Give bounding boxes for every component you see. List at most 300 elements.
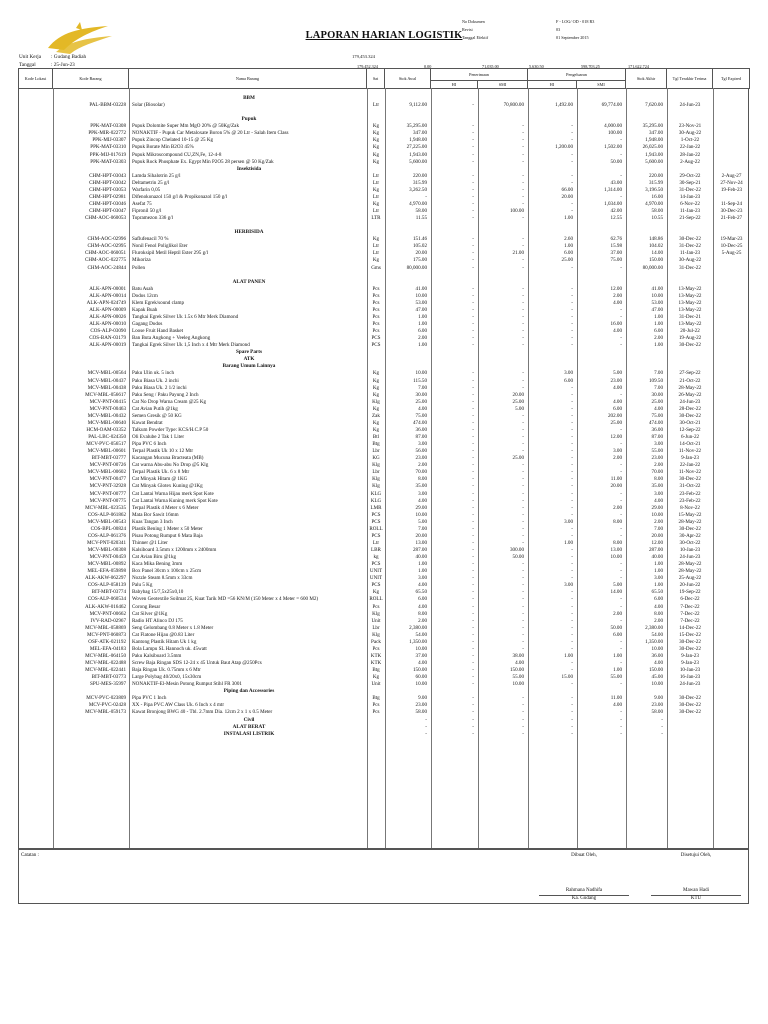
cell-awal: 2,380.00	[409, 624, 427, 631]
cell-akhir: 23.00	[651, 702, 663, 709]
table-row	[19, 194, 750, 201]
table-row	[19, 561, 750, 568]
cell-sat: Lbr	[372, 469, 380, 476]
cell-phi: -	[472, 405, 474, 412]
cell-psmi: -	[522, 645, 524, 652]
cell-name: Cat Avian Biru @1kg	[132, 554, 177, 561]
cell-last: 6-Nov-22	[680, 200, 700, 207]
cell-phi: -	[472, 137, 474, 144]
cell-ohi: 1,492.00	[555, 102, 573, 109]
cell-sat: Kg	[372, 384, 380, 391]
cell-akhir: 55.00	[651, 448, 663, 455]
cell-exp	[713, 413, 750, 420]
header-pengeluaran-smi: SMI	[577, 81, 626, 89]
cell-code: MCV-PNT-00726	[89, 462, 126, 469]
cell-ohi: 1,200.00	[555, 144, 573, 151]
cell-sat: UNIT	[369, 568, 383, 575]
cell-exp	[713, 632, 750, 639]
cell-ohi: -	[571, 554, 573, 561]
cell-ohi: 3.00	[564, 518, 573, 525]
cell-name: Semen Gresik @ 50 KG	[132, 412, 182, 419]
section-header-row	[19, 229, 750, 236]
cell-name: Deltametrin 25 g/l	[132, 179, 170, 186]
cell-psmi: -	[522, 193, 524, 200]
section-header-row: ALAT BERAT - - - - - -	[19, 724, 750, 731]
cell-code: MCV-MBL-064150	[85, 652, 126, 659]
cell-code: MCV-MBL-00601	[87, 448, 126, 455]
cell-phi: -	[472, 652, 474, 659]
cell-akhir: 58.00	[651, 709, 663, 716]
cell-name: Batu Asah	[132, 285, 154, 292]
cell-last: 13-May-22	[678, 292, 702, 299]
table-row	[19, 681, 750, 688]
cell-awal: 4.00	[418, 660, 427, 666]
cell-osmi: 14.00	[610, 589, 622, 596]
cell-awal: 3.00	[418, 575, 427, 582]
unit-value: : Gudang Badiah	[51, 54, 87, 60]
cell-osmi: -	[620, 681, 622, 688]
cell-last: 23-Feb-22	[679, 497, 701, 504]
cell-last: 11-Jan-23	[679, 208, 701, 215]
cell-last: 30-Dec-22	[679, 709, 701, 716]
cell-phi: -	[472, 525, 474, 532]
cell-ohi: -	[571, 441, 573, 448]
header-stok-akhir: Stok Akhir	[626, 69, 667, 89]
cell-exp	[713, 152, 750, 159]
cell-osmi: 4,000.00	[604, 123, 622, 130]
cell-phi: -	[472, 172, 474, 179]
cell-akhir: 2.00	[654, 518, 663, 525]
section-title: Pupuk	[241, 116, 257, 123]
cell-osmi: 100.00	[607, 130, 622, 137]
cell-awal: 37.00	[415, 652, 427, 659]
cell-name: Bola Lampu SL Hannoch uk. 45watt	[132, 645, 207, 652]
cell-ohi: -	[571, 398, 573, 405]
cell-exp	[713, 575, 750, 582]
cell-psmi: 21.00	[512, 250, 524, 257]
cell-awal: 27,225.00	[406, 144, 427, 151]
cell-ohi: 6.00	[564, 250, 573, 257]
cell-last: 28-May-22	[678, 518, 702, 525]
doc-number-value: F - LOG/ OD - 018 R3	[556, 19, 595, 24]
cell-sat: Pcs	[372, 285, 380, 292]
cell-sat: Kg	[372, 370, 380, 377]
cell-exp	[713, 526, 750, 533]
cell-code: CHM-AOC-24844	[87, 264, 126, 271]
cell-phi: -	[472, 681, 474, 688]
cell-osmi: 43.00	[610, 179, 622, 186]
date-value: : 25-Jun-23	[51, 62, 75, 68]
cell-phi: -	[472, 285, 474, 292]
cell-code: CHM-AOC-060053	[84, 215, 126, 222]
cell-psmi: -	[522, 137, 524, 144]
cell-akhir: 70.00	[651, 469, 663, 476]
header-penerimaan-hi: HI	[431, 81, 478, 89]
table-row	[19, 582, 750, 589]
cell-exp	[713, 144, 750, 151]
cell-psmi: 150.00	[509, 667, 524, 674]
cell-name: Pisau Potong Rumput 6 Mata Baja	[132, 532, 203, 539]
cell-phi: -	[472, 377, 474, 384]
cell-name: Cat Silver @1Kg	[132, 610, 168, 617]
cell-phi: -	[472, 321, 474, 327]
cell-psmi: -	[522, 172, 524, 179]
table-row	[19, 476, 750, 483]
cell-awal: 29.00	[415, 504, 427, 511]
cell-sat: PCS	[371, 342, 381, 349]
cell-akhir: 109.50	[648, 377, 663, 384]
cell-name: Radio HT Alinco DJ 175	[132, 617, 183, 624]
cell-osmi: -	[620, 532, 622, 539]
table-row	[19, 173, 750, 180]
cell-phi: -	[472, 561, 474, 568]
cell-name: Thinner @1 Liter	[132, 539, 168, 546]
cell-name: Corong Besar	[132, 603, 161, 610]
cell-name: Box Panel 30cm x 100cm x 25cm	[132, 568, 202, 575]
cell-exp	[713, 469, 750, 476]
cell-last: 29-Oct-22	[679, 172, 701, 179]
cell-psmi: -	[522, 497, 524, 504]
cell-name: Palu 5 Kg	[132, 582, 153, 589]
cell-exp	[713, 293, 750, 300]
cell-psmi: 20.00	[512, 391, 524, 398]
cell-phi: -	[472, 547, 474, 553]
table-row	[19, 187, 750, 194]
cell-last: 14-Oct-21	[679, 441, 701, 448]
cell-last: 14-Jan-23	[679, 193, 701, 200]
table-row	[19, 547, 750, 554]
cell-osmi: 12.00	[610, 434, 622, 440]
cell-name: Screw Baja Ringan SDS 12-24 x 45 Untuk Baut Atap @250Pcs	[132, 660, 262, 666]
cell-sat: ROLL	[369, 596, 383, 603]
cell-akhir: 45.00	[651, 674, 663, 681]
cell-awal: 115.50	[413, 377, 427, 384]
cell-awal: 8.00	[418, 610, 427, 617]
cell-code: COS-BAN-03179	[89, 335, 126, 342]
cell-phi: -	[472, 370, 474, 377]
cell-code: MCV-MBL-00602	[87, 469, 126, 476]
cell-code: MCV-MBL-058869	[85, 624, 126, 631]
cell-code: MCV-MBL-022441	[85, 667, 126, 674]
effective-date-label: Tanggal Efektif	[462, 34, 489, 40]
cell-code: CHM-AOC-02995	[87, 243, 126, 250]
cell-exp	[713, 427, 750, 434]
cell-code: ALK-APN-00014	[89, 292, 126, 299]
table-row	[19, 632, 750, 639]
cell-phi: -	[472, 426, 474, 433]
cell-psmi: -	[522, 490, 524, 497]
cell-code: PPK-MIJ-03307	[92, 137, 126, 144]
cell-akhir: 6.00	[654, 596, 663, 603]
cell-code: MCV-MBL-00438	[87, 384, 126, 391]
cell-akhir: 150.00	[648, 667, 663, 674]
cell-osmi: 5.00	[613, 370, 622, 377]
cell-psmi: -	[522, 186, 524, 193]
cell-phi: -	[472, 179, 474, 186]
cell-phi: -	[472, 313, 474, 320]
cell-osmi: -	[620, 172, 622, 179]
cell-awal: 7.00	[418, 384, 427, 391]
cell-akhir: 26,025.00	[642, 144, 663, 151]
cell-exp	[713, 123, 750, 130]
cell-phi: -	[472, 568, 474, 575]
cell-sat: Btl	[372, 434, 380, 440]
cell-ohi: -	[571, 208, 573, 215]
cell-exp	[713, 392, 750, 399]
cell-ohi: -	[571, 645, 573, 652]
cell-exp	[713, 512, 750, 519]
cell-psmi: -	[522, 695, 524, 702]
cell-last: 31-Oct-22	[679, 483, 701, 490]
total-pengeluaran-hi: 5,630.50	[529, 64, 544, 69]
cell-ohi: -	[571, 313, 573, 320]
cell-sat: Pcs	[372, 709, 380, 716]
cell-osmi: -	[620, 391, 622, 398]
cell-code: ALK-APN-00001	[89, 285, 126, 292]
cell-akhir: 35,295.00	[642, 123, 663, 130]
table-row	[19, 413, 750, 420]
table-row	[19, 448, 750, 455]
table-row	[19, 639, 750, 646]
cell-sat: Pack	[371, 638, 381, 645]
cell-last: 30-Dec-22	[679, 236, 701, 243]
cell-name: Tangkai Egrek Silver Uk 1,5 Inch x 4 Mtr Merk Diamond	[132, 342, 250, 349]
cell-psmi: -	[522, 299, 524, 306]
cell-awal: 1.00	[418, 568, 427, 575]
cell-akhir: 47.00	[651, 306, 663, 313]
cell-awal: 20.00	[415, 250, 427, 257]
cell-name: Kacangan Mucuna Bracteata (MB)	[132, 455, 204, 462]
cell-exp	[713, 476, 750, 483]
cell-sat: PCS	[371, 532, 381, 539]
cell-last: 21-Oct-22	[679, 377, 701, 384]
cell-exp	[713, 618, 750, 625]
cell-code: ALK-APN-024749	[86, 299, 126, 306]
cell-sat: LMR	[370, 504, 382, 511]
cell-akhir: 75.00	[651, 412, 663, 419]
table-row	[19, 596, 750, 603]
cell-sat: PCS	[371, 582, 381, 589]
cell-name: Cat warna Abu-abu No Drop @5 Klg	[132, 462, 209, 469]
cell-psmi: -	[522, 342, 524, 349]
section-header-row	[19, 279, 750, 286]
cell-awal: 10.00	[415, 292, 427, 299]
cell-exp: 21-Feb-27	[720, 215, 743, 222]
header-pengeluaran: Pengeluaran	[528, 69, 626, 81]
effective-date-value: 01 September 2015	[556, 34, 589, 40]
table-row	[19, 554, 750, 561]
cell-akhir: 8.00	[654, 610, 663, 617]
cell-code: MCV-MBL-00437	[87, 377, 126, 384]
cell-code: CHM-HPT-03043	[89, 172, 126, 179]
cell-code: OSF-ATK-021192	[88, 638, 126, 645]
cell-psmi: 300.00	[509, 547, 524, 553]
cell-akhir: 7.00	[654, 525, 663, 532]
cell-psmi: -	[522, 589, 524, 596]
cell-exp	[713, 265, 750, 272]
cell-phi: -	[472, 617, 474, 624]
cell-phi: -	[472, 193, 474, 200]
cell-osmi: -	[620, 426, 622, 433]
cell-name: NONAKTIF-El-Mesin Potong Rumput Stihl FR 3001	[132, 681, 242, 688]
cell-code: COS-ALP-058139	[87, 582, 126, 589]
cell-sat: LBR	[371, 547, 381, 553]
cell-exp	[713, 257, 750, 264]
cell-exp	[713, 660, 750, 667]
cell-exp	[713, 568, 750, 575]
cell-last: 9-Jan-23	[681, 660, 699, 666]
cell-sat: Lbr	[372, 624, 380, 631]
table-row	[19, 533, 750, 540]
cell-akhir: 16.00	[651, 193, 663, 200]
cell-ohi: -	[571, 476, 573, 483]
cell-akhir: 4.00	[654, 660, 663, 666]
cell-last: 22-Jan-22	[679, 144, 701, 151]
cell-code: MCV-PNT-32928	[89, 483, 126, 490]
table-row	[19, 589, 750, 596]
table-row	[19, 695, 750, 702]
cell-last: 13-May-22	[678, 285, 702, 292]
cell-psmi: -	[522, 313, 524, 320]
cell-osmi: 12.55	[610, 215, 622, 222]
cell-ohi: -	[571, 137, 573, 144]
cell-last: 31-Dec-22	[679, 243, 701, 250]
cell-osmi: 37.00	[610, 250, 622, 257]
cell-osmi: 16.00	[610, 321, 622, 327]
cell-psmi: -	[522, 158, 524, 165]
table-row	[19, 130, 750, 137]
cell-sat: Ltr	[372, 179, 380, 186]
cell-name: Paku Ulin uk. 5 inch	[132, 370, 175, 377]
disetujui-role: KTU	[690, 896, 702, 901]
table-row	[19, 123, 750, 130]
table-row	[19, 469, 750, 476]
cell-sat: Gms	[371, 264, 381, 271]
cell-phi: -	[472, 306, 474, 313]
revision-value: 03	[556, 26, 561, 32]
cell-name: Lamda Sihalotrin 25 g/l	[132, 172, 181, 179]
cell-awal: 23.00	[415, 455, 427, 462]
cell-name: Paku Biasa Uk. 2 inchi	[132, 377, 179, 384]
section-header-row: INSTALASI LISTRIK - - - - - -	[19, 731, 750, 738]
cell-sat: Btg	[372, 667, 380, 674]
cell-osmi: 6.00	[613, 631, 622, 638]
cell-osmi: 11.00	[610, 476, 622, 483]
cell-ohi: -	[571, 172, 573, 179]
cell-phi: -	[472, 335, 474, 342]
cell-sat: Kg	[372, 186, 380, 193]
cell-last: 31-Dec-21	[679, 313, 701, 320]
cell-psmi: -	[522, 151, 524, 158]
cell-exp	[713, 335, 750, 342]
cell-exp	[713, 554, 750, 561]
dibuat-oleh-label: Dibuat Oleh,	[571, 853, 597, 858]
blank-row	[19, 222, 750, 229]
cell-name: Paku Biasa Uk. 2 1/2 inchi	[132, 384, 187, 391]
cell-name: Terpal Plastik Uk 10 x 12 Mtr	[132, 448, 194, 455]
cell-last: 9-Jan-23	[681, 455, 699, 462]
cell-sat: KLG	[370, 497, 382, 504]
cell-osmi: -	[620, 660, 622, 666]
cell-sat: Pcs	[372, 328, 380, 335]
cell-psmi: -	[522, 434, 524, 440]
cell-awal: 10.00	[415, 370, 427, 377]
table-row	[19, 441, 750, 448]
cell-last: 30-Dec-22	[679, 638, 701, 645]
cell-last: 30-Sep-21	[679, 179, 701, 186]
cell-last: 30-Aug-22	[678, 257, 702, 264]
date-label: Tanggal	[19, 62, 36, 68]
cell-akhir: 1.00	[654, 313, 663, 320]
cell-last: 27-Sep-22	[679, 370, 701, 377]
cell-osmi: 4.00	[613, 384, 622, 391]
table-row	[19, 215, 750, 222]
cell-akhir: 14.00	[651, 250, 663, 257]
cell-awal: 54.00	[415, 631, 427, 638]
cell-ohi: -	[571, 490, 573, 497]
cell-name: Mikoriza	[132, 257, 151, 264]
cell-ohi: 15.00	[561, 674, 573, 681]
cell-psmi: -	[522, 568, 524, 575]
cell-exp	[713, 159, 750, 166]
cell-code: CHM-AOC-060051	[84, 250, 126, 257]
cell-phi: -	[472, 490, 474, 497]
total-penerimaan-hi: 0.00	[424, 64, 432, 69]
cell-osmi: 202.00	[607, 412, 622, 419]
cell-awal: 175.00	[412, 257, 427, 264]
cell-awal: 35.00	[415, 483, 427, 490]
cell-ohi: -	[571, 123, 573, 130]
cell-code: ALK-AKW-016462	[84, 603, 126, 610]
table-row	[19, 159, 750, 166]
header-kode-barang: Kode Barang	[53, 69, 129, 89]
cell-last: 16-Jan-23	[679, 674, 701, 681]
cell-name: Kawat Bendrat	[132, 419, 163, 426]
cell-osmi: -	[620, 441, 622, 448]
cell-psmi: -	[522, 582, 524, 589]
cell-phi: -	[472, 186, 474, 193]
cell-phi: -	[472, 441, 474, 448]
cell-akhir: 2.00	[654, 617, 663, 624]
cell-last: 30-Dec-22	[679, 412, 701, 419]
cell-exp: 27-Nov-24	[720, 179, 743, 186]
cell-ohi: 2.60	[564, 236, 573, 243]
cell-psmi: -	[522, 123, 524, 130]
cell-ohi: -	[571, 511, 573, 518]
cell-ohi: 1.00	[564, 215, 573, 222]
cell-name: Kapak Buah	[132, 306, 158, 313]
cell-psmi: -	[522, 610, 524, 617]
cell-exp	[713, 604, 750, 611]
table-row	[19, 611, 750, 618]
table-row	[19, 144, 750, 151]
cell-exp	[713, 314, 750, 321]
cell-name: Cat Avian Putih @1kg	[132, 405, 178, 412]
cell-code: ALK-AKW-062297	[84, 575, 126, 582]
cell-code: MCV-PNT-00459	[89, 554, 126, 561]
blank-row	[19, 109, 750, 116]
cell-awal: 13.00	[415, 539, 427, 546]
cell-sat: PCS	[371, 518, 381, 525]
cell-name: Fluroksipil Metil Heptil Ester 295 g/l	[132, 250, 208, 257]
cell-ohi: -	[571, 151, 573, 158]
cell-ohi: -	[571, 596, 573, 603]
cell-psmi: -	[522, 377, 524, 384]
document-info	[462, 18, 594, 41]
cell-code: MCV-PNT-060873	[87, 631, 126, 638]
table-row	[19, 702, 750, 709]
cell-last: 15-Dec-22	[679, 631, 701, 638]
